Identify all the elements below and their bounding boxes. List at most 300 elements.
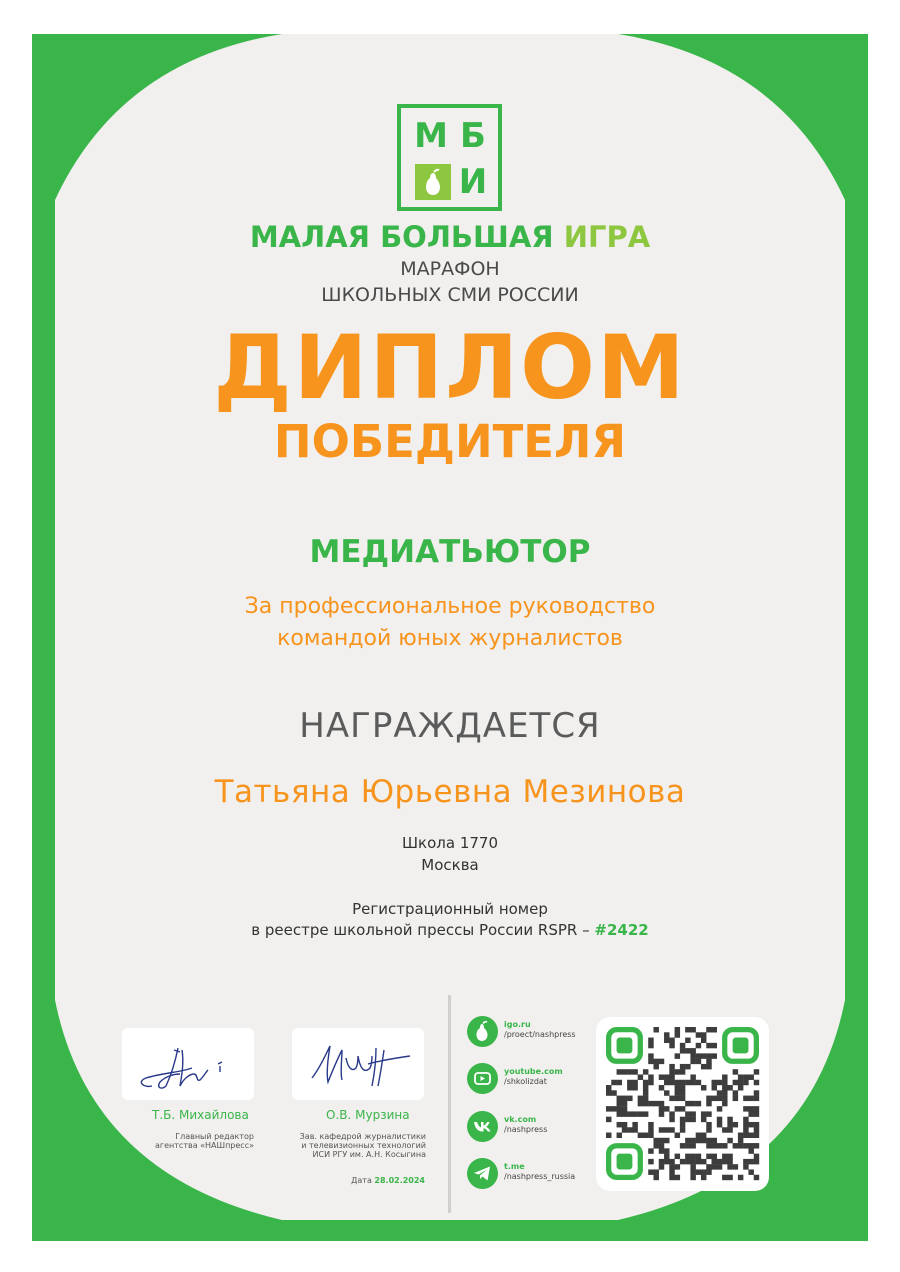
pear-icon [467,1016,498,1047]
qr-module [733,1080,738,1085]
logo-pear-block [415,164,451,200]
qr-module [653,1059,658,1064]
qr-module [754,1106,759,1111]
qr-module [669,1096,674,1101]
qr-module [706,1096,711,1101]
social-link-vk[interactable] [467,1111,587,1145]
logo-letter-b: Б [460,116,486,156]
qr-module [727,1154,732,1159]
qr-module [706,1154,711,1159]
qr-module [648,1169,653,1174]
telegram-icon [467,1158,498,1189]
qr-module [643,1111,648,1116]
qr-module [706,1169,711,1174]
qr-module [617,1101,622,1106]
qr-module [717,1090,722,1095]
qr-module [669,1164,674,1169]
qr-module [743,1117,748,1122]
qr-module [722,1074,727,1079]
qr-module [611,1080,616,1085]
qr-module [617,1111,622,1116]
qr-module [722,1096,727,1101]
issue-date [300,1176,425,1185]
qr-module [722,1154,727,1159]
qr-module [743,1096,748,1101]
qr-module [690,1143,695,1148]
qr-module [648,1148,653,1153]
qr-module [664,1154,669,1159]
qr-module [664,1106,669,1111]
qr-module [748,1106,753,1111]
youtube-icon [467,1063,498,1094]
qr-module [680,1048,685,1053]
qr-module [669,1069,674,1074]
qr-module [643,1080,648,1085]
qr-module [648,1080,653,1085]
qr-module [748,1074,753,1079]
qr-module [669,1159,674,1164]
social-site: vk.com [504,1115,537,1124]
qr-module [738,1085,743,1090]
qr-module [685,1154,690,1159]
qr-module [653,1169,658,1174]
qr-module [643,1101,648,1106]
qr-module [754,1122,759,1127]
qr-module [712,1043,717,1048]
qr-module [712,1096,717,1101]
qr-module [754,1111,759,1116]
qr-module [675,1096,680,1101]
qr-module [748,1122,753,1127]
qr-module [717,1080,722,1085]
qr-module [617,1096,622,1101]
signature-image [292,1028,424,1100]
qr-module [627,1111,632,1116]
qr-module [754,1127,759,1132]
qr-module [669,1169,674,1174]
qr-module [622,1069,627,1074]
qr-module [706,1059,711,1064]
qr-module [606,1090,611,1095]
qr-module [680,1096,685,1101]
qr-module [727,1127,732,1132]
qr-module [617,1106,622,1111]
qr-module [754,1143,759,1148]
qr-module [606,1106,611,1111]
qr-module [701,1159,706,1164]
qr-module [632,1127,637,1132]
qr-module [722,1175,727,1180]
qr-module [696,1159,701,1164]
qr-module [754,1080,759,1085]
qr-module [701,1175,706,1180]
social-site: igo.ru [504,1020,531,1029]
qr-module [712,1053,717,1058]
qr-module [617,1080,622,1085]
qr-module [627,1069,632,1074]
qr-module [659,1164,664,1169]
qr-module [733,1096,738,1101]
qr-module [696,1169,701,1174]
qr-module [659,1143,664,1148]
qr-module [690,1053,695,1058]
qr-module [706,1111,711,1116]
qr-module [648,1133,653,1138]
qr-module [717,1122,722,1127]
qr-module [717,1106,722,1111]
qr-module [675,1164,680,1169]
qr-module [617,1069,622,1074]
qr-module [669,1127,674,1132]
qr-module [627,1096,632,1101]
qr-module [675,1154,680,1159]
qr-module [738,1133,743,1138]
qr-module [669,1043,674,1048]
qr-module [653,1138,658,1143]
qr-module [659,1159,664,1164]
qr-module [690,1059,695,1064]
social-site: youtube.com [504,1067,563,1076]
qr-module [648,1043,653,1048]
logo-letter-i: И [458,162,488,202]
qr-module [738,1175,743,1180]
brand-name [0,220,900,254]
qr-module [717,1117,722,1122]
signer1-role-line2: агентства «НАШпресс» [155,1141,254,1150]
qr-module [690,1027,695,1032]
qr-module [701,1085,706,1090]
qr-module [690,1074,695,1079]
qr-module [659,1138,664,1143]
qr-module [680,1122,685,1127]
qr-module [754,1090,759,1095]
qr-module [706,1127,711,1132]
qr-module [664,1074,669,1079]
qr-module [685,1064,690,1069]
qr-module [648,1038,653,1043]
qr-module [727,1175,732,1180]
social-link-telegram[interactable] [467,1158,587,1192]
qr-module [690,1111,695,1116]
qr-module [664,1159,669,1164]
qr-module [727,1122,732,1127]
qr-module [754,1069,759,1074]
qr-module [696,1138,701,1143]
social-link-youtube[interactable] [467,1063,587,1097]
qr-module [706,1143,711,1148]
qr-module [696,1154,701,1159]
qr-module [696,1101,701,1106]
qr-module [643,1085,648,1090]
qr-module [743,1133,748,1138]
qr-module [675,1027,680,1032]
qr-module [680,1159,685,1164]
qr-module [754,1154,759,1159]
qr-module [627,1127,632,1132]
qr-module [706,1027,711,1032]
qr-module [648,1053,653,1058]
qr-module [733,1143,738,1148]
signature-murzina [292,1028,424,1100]
qr-module [743,1122,748,1127]
social-path: /shkolizdat [504,1077,547,1086]
qr-module [748,1133,753,1138]
diploma-title: ДИПЛОМ [213,316,687,419]
qr-module [632,1085,637,1090]
qr-module [748,1169,753,1174]
qr-module [696,1043,701,1048]
qr-module [717,1143,722,1148]
qr-module [638,1133,643,1138]
social-link-igo[interactable] [467,1016,587,1050]
qr-module [690,1175,695,1180]
qr-module [712,1080,717,1085]
qr-module [722,1080,727,1085]
qr-finder-center [733,1038,749,1054]
qr-module [701,1064,706,1069]
qr-module [664,1038,669,1043]
signer2-role-line2: и телевизионных технологий [301,1141,426,1150]
qr-module [690,1164,695,1169]
registration-label: Регистрационный номер [352,900,548,918]
qr-module [622,1111,627,1116]
qr-module [659,1148,664,1153]
qr-module [722,1159,727,1164]
qr-module [743,1106,748,1111]
qr-module [622,1106,627,1111]
mbi-logo [397,104,502,211]
qr-module [712,1143,717,1148]
registration-line [0,921,900,939]
social-path: /proect/nashpress [504,1030,576,1039]
qr-module [685,1117,690,1122]
qr-module [680,1064,685,1069]
qr-module [701,1038,706,1043]
qr-module [643,1069,648,1074]
qr-module [664,1148,669,1153]
qr-module [706,1164,711,1169]
qr-module [696,1053,701,1058]
qr-module [669,1074,674,1079]
qr-module [748,1148,753,1153]
qr-module [648,1159,653,1164]
qr-module [754,1175,759,1180]
qr-module [717,1164,722,1169]
qr-module [706,1053,711,1058]
signer2-role-line3: ИСИ РГУ им. А.Н. Косыгина [312,1150,426,1159]
qr-module [712,1027,717,1032]
qr-module [617,1122,622,1127]
qr-module [712,1159,717,1164]
qr-module [648,1127,653,1132]
qr-module [717,1096,722,1101]
qr-module [733,1090,738,1095]
qr-module [696,1080,701,1085]
qr-module [622,1101,627,1106]
qr-module [659,1085,664,1090]
qr-module [675,1085,680,1090]
qr-module [632,1122,637,1127]
qr-module [712,1164,717,1169]
qr-module [669,1117,674,1122]
qr-module [733,1069,738,1074]
nomination-title: МЕДИАТЬЮТОР [309,534,591,570]
qr-module [696,1032,701,1037]
qr-module [627,1085,632,1090]
qr-module [685,1111,690,1116]
qr-module [664,1032,669,1037]
qr-module [675,1106,680,1111]
qr-module [675,1090,680,1095]
qr-module [690,1048,695,1053]
qr-module [664,1090,669,1095]
social-path: /nashpress [504,1125,548,1134]
qr-module [617,1133,622,1138]
reason-line1: За профессиональное руководство [244,594,656,619]
qr-code [596,1017,769,1191]
qr-module [733,1122,738,1127]
qr-module [659,1111,664,1116]
qr-module [648,1074,653,1079]
qr-module [701,1111,706,1116]
qr-module [606,1133,611,1138]
qr-module [712,1154,717,1159]
qr-module [690,1159,695,1164]
qr-module [722,1085,727,1090]
qr-module [606,1085,611,1090]
brand-name-accent: ИГРА [563,220,651,254]
signer1-role-line1: Главный редактор [175,1132,254,1141]
qr-module [680,1069,685,1074]
qr-module [675,1080,680,1085]
qr-module [712,1085,717,1090]
qr-module [712,1138,717,1143]
qr-module [611,1106,616,1111]
social-path: /nashpress_russia [504,1172,576,1181]
qr-module [685,1101,690,1106]
brand-subtitle-line1: МАРАФОН [400,258,500,280]
qr-module [675,1133,680,1138]
pear-icon [415,164,451,200]
qr-module [717,1159,722,1164]
qr-module [701,1169,706,1174]
qr-module [722,1143,727,1148]
qr-module [669,1038,674,1043]
qr-module [701,1138,706,1143]
qr-module [738,1138,743,1143]
qr-module [706,1138,711,1143]
qr-module [611,1090,616,1095]
qr-finder-center [617,1154,633,1170]
qr-module [727,1164,732,1169]
logo-letter-m: М [414,116,448,156]
divider [448,995,451,1213]
qr-module [706,1101,711,1106]
qr-module [669,1064,674,1069]
qr-module [680,1080,685,1085]
qr-module [669,1080,674,1085]
qr-module [643,1133,648,1138]
qr-module [664,1138,669,1143]
qr-module [748,1143,753,1148]
brand-subtitle-line2: ШКОЛЬНЫХ СМИ РОССИИ [321,284,579,306]
qr-module [685,1138,690,1143]
qr-module [659,1074,664,1079]
qr-module [675,1069,680,1074]
qr-module [690,1169,695,1174]
signer2-role [286,1132,426,1159]
qr-module [754,1159,759,1164]
qr-module [727,1159,732,1164]
qr-module [727,1138,732,1143]
qr-module [743,1143,748,1148]
qr-module [743,1080,748,1085]
winner-school: Школа 1770 [402,834,498,852]
qr-module [638,1096,643,1101]
qr-module [685,1027,690,1032]
date-label: Дата [351,1176,375,1185]
qr-code-card[interactable] [596,1017,769,1191]
qr-module [748,1111,753,1116]
qr-module [648,1059,653,1064]
qr-module [727,1085,732,1090]
qr-module [680,1117,685,1122]
qr-module [701,1117,706,1122]
qr-module [748,1159,753,1164]
qr-module [680,1090,685,1095]
qr-module [675,1175,680,1180]
qr-module [669,1111,674,1116]
qr-module [653,1143,658,1148]
date-value: 28.02.2024 [374,1176,425,1185]
qr-module [754,1133,759,1138]
qr-module [690,1117,695,1122]
qr-module [638,1101,643,1106]
qr-module [653,1027,658,1032]
qr-module [701,1032,706,1037]
registration-number: #2422 [594,921,649,939]
registration-text: в реестре школьной прессы России RSPR – [251,921,595,939]
signer1-name: Т.Б. Михайлова [152,1108,249,1122]
qr-module [648,1122,653,1127]
qr-module [632,1080,637,1085]
qr-module [659,1059,664,1064]
qr-module [664,1127,669,1132]
qr-module [675,1053,680,1058]
qr-module [738,1080,743,1085]
qr-module [696,1059,701,1064]
qr-module [701,1133,706,1138]
qr-module [659,1127,664,1132]
qr-module [680,1043,685,1048]
qr-module [733,1164,738,1169]
qr-module [669,1175,674,1180]
qr-module [706,1043,711,1048]
qr-module [722,1101,727,1106]
qr-module [690,1101,695,1106]
vk-icon [467,1111,498,1142]
qr-module [738,1143,743,1148]
qr-module [627,1080,632,1085]
qr-module [696,1133,701,1138]
qr-module [685,1080,690,1085]
winner-name: Татьяна Юрьевна Мезинова [214,774,686,810]
qr-module [685,1038,690,1043]
qr-module [754,1096,759,1101]
qr-module [685,1159,690,1164]
qr-module [653,1175,658,1180]
qr-module [653,1101,658,1106]
